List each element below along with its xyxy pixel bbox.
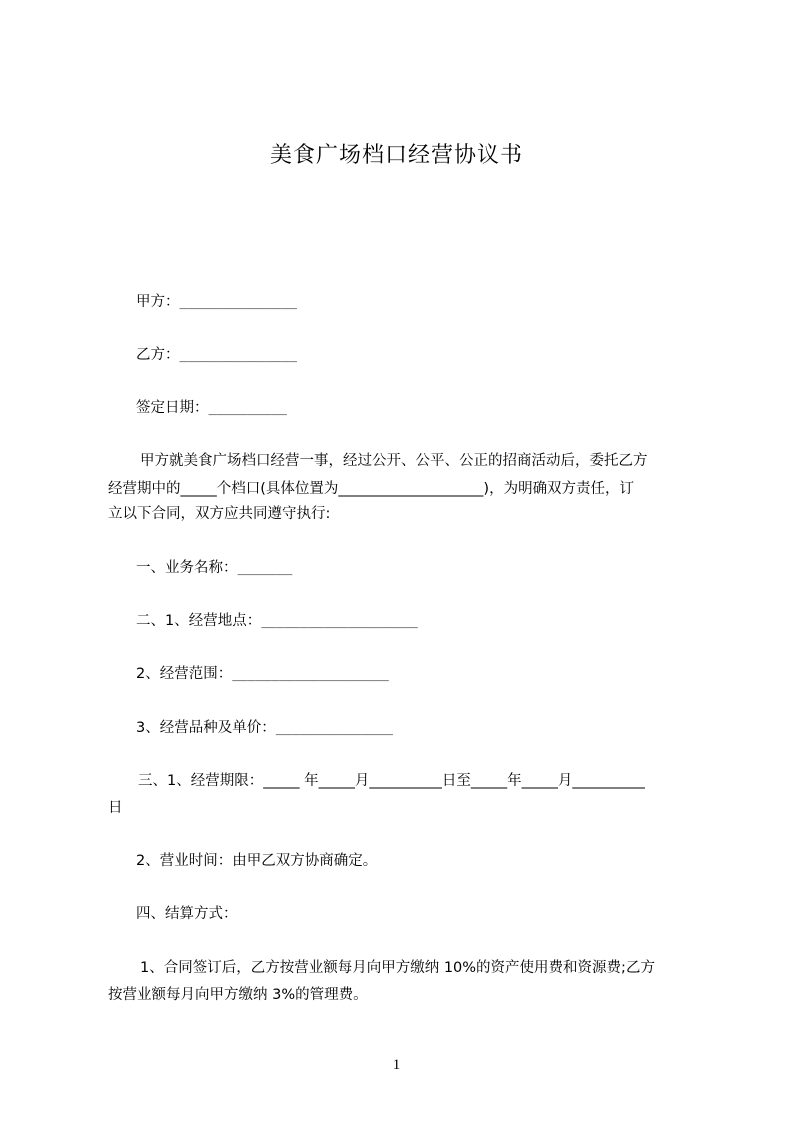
section-3-1-line-1: 三、1、经营期限：_____ 年_____月__________日至_____年_____月__________ (138, 773, 645, 789)
section-4-1-line-2: 按营业额每月向甲方缴纳 3%的管理费。 (108, 987, 368, 1003)
party-b-blank: _______________ (179, 348, 297, 363)
party-a-blank: _______________ (179, 295, 297, 310)
page-number: 1 (392, 1057, 401, 1073)
sign-date-label: 签定日期： (136, 400, 209, 416)
section-2-1-blank: ____________________ (261, 614, 418, 629)
sign-date-line (136, 398, 287, 419)
section-2-2-blank: ____________________ (232, 667, 389, 682)
section-4-1-line-1: 1、合同签订后，乙方按营业额每月向甲方缴纳 10%的资产使用费和资源费;乙方 (140, 960, 655, 976)
section-2-1-label: 二、1、经营地点： (136, 613, 262, 629)
section-4-heading: 四、结算方式： (136, 906, 238, 922)
intro-line-3: 立以下合同，双方应共同遵守执行: (108, 506, 331, 522)
section-1-label: 一、业务名称： (136, 560, 238, 576)
section-3-2-line: 2、营业时间：由甲乙双方协商确定。 (136, 853, 378, 869)
intro-line-2: 经营期中的_____个档口(具体位置为____________________)，为明确双方责任，订 (108, 481, 635, 497)
party-a-line (136, 292, 297, 313)
sign-date-blank: __________ (208, 401, 287, 416)
document-title: 美食广场档口经营协议书 (269, 143, 523, 168)
party-a-label: 甲方： (136, 294, 180, 310)
party-b-label: 乙方： (136, 347, 180, 363)
section-1-blank: _______ (237, 561, 293, 576)
section-2-3-blank: _______________ (275, 721, 394, 736)
section-2-2-label: 2、经营范围： (136, 666, 233, 682)
section-2-1-line (136, 611, 418, 632)
party-b-line (136, 345, 297, 366)
section-1-line (136, 558, 292, 579)
section-2-2-line (136, 664, 389, 685)
intro-line-1: 甲方就美食广场档口经营一事，经过公开、公平、公正的招商活动后，委托乙方 (140, 453, 648, 469)
section-2-3-label: 3、经营品种及单价： (136, 720, 276, 736)
section-3-1-line-2: 日 (108, 800, 123, 816)
section-2-3-line (136, 718, 393, 739)
